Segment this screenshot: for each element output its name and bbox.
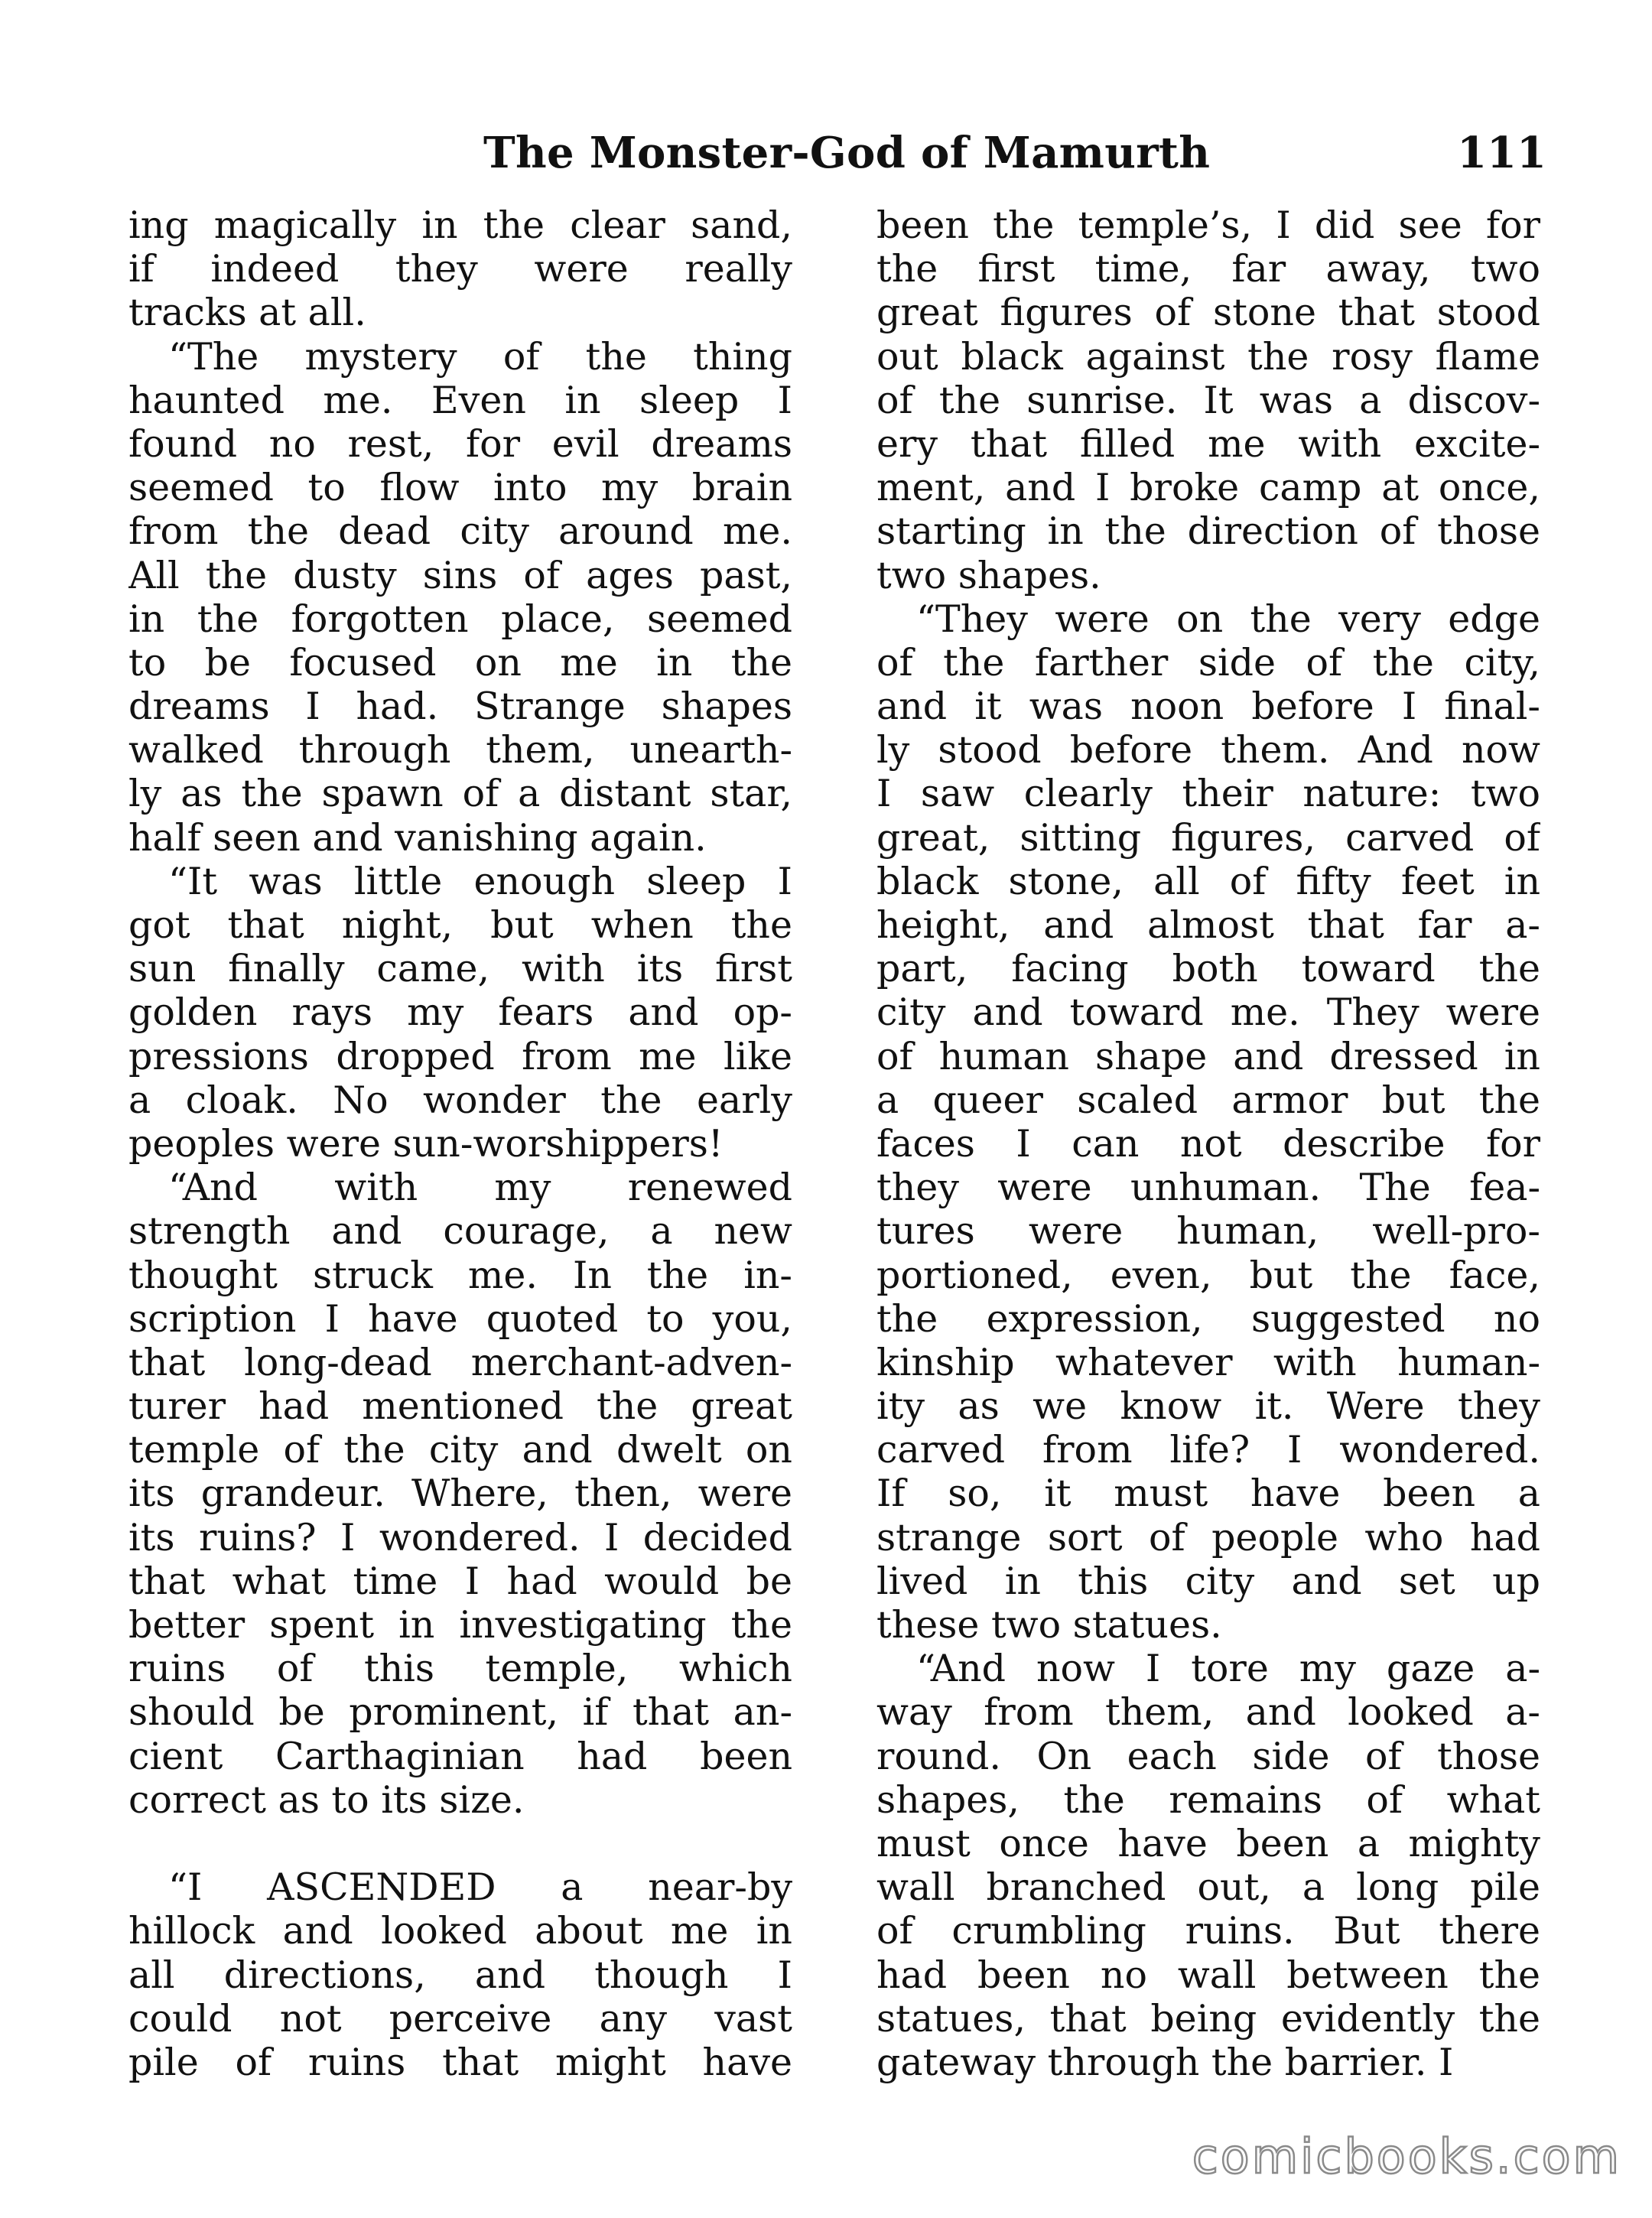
text-line: ery that filled me with excite-: [876, 421, 1540, 466]
text-line: city and toward me. They were: [876, 990, 1540, 1035]
text-line: got that night, but when the: [128, 903, 792, 947]
text-line: that long-dead merchant-adven-: [128, 1340, 792, 1384]
text-line: ing magically in the clear sand,: [128, 203, 792, 247]
text-line: correct as to its size.: [128, 1777, 525, 1822]
text-line: pile of ruins that might have: [128, 2040, 792, 2084]
text-line: a queer scaled armor but the: [876, 1078, 1540, 1122]
text-line: haunted me. Even in sleep I: [128, 378, 792, 422]
text-line: gateway through the barrier. I: [876, 2040, 1454, 2084]
text-line: carved from life? I wondered.: [876, 1428, 1540, 1472]
text-line: had been no wall between the: [876, 1953, 1540, 1997]
text-line: wall branched out, a long pile: [876, 1865, 1540, 1910]
text-line: lived in this city and set up: [876, 1559, 1540, 1603]
text-line: kinship whatever with human-: [876, 1340, 1540, 1384]
text-line: the first time, far away, two: [876, 247, 1540, 291]
text-line: If so, it must have been a: [876, 1472, 1540, 1516]
text-line: round. On each side of those: [876, 1734, 1540, 1778]
text-line: All the dusty sins of ages past,: [128, 553, 792, 597]
text-line: “It was little enough sleep I: [168, 859, 792, 903]
text-line: two shapes.: [876, 553, 1101, 597]
text-line: from the dead city around me.: [128, 509, 792, 554]
text-line: “The mystery of the thing: [168, 334, 792, 379]
watermark-logo: comicbooks.com: [1192, 2129, 1621, 2184]
text-line: sun finally came, with its first: [128, 947, 792, 991]
text-line: great figures of stone that stood: [876, 291, 1540, 335]
text-line: all directions, and though I: [128, 1953, 792, 1997]
running-title: The Monster-God of Mamurth: [483, 128, 1211, 178]
text-line: the expression, suggested no: [876, 1296, 1540, 1341]
text-line: of the farther side of the city,: [876, 640, 1540, 685]
text-line: portioned, even, but the face,: [876, 1253, 1540, 1297]
text-line: black stone, all of fifty feet in: [876, 859, 1540, 903]
text-line: of human shape and dressed in: [876, 1034, 1540, 1078]
page-header: [124, 122, 1546, 184]
text-line: I saw clearly their nature: two: [876, 772, 1540, 816]
text-line: shapes, the remains of what: [876, 1777, 1540, 1822]
text-line: and it was noon before I final-: [876, 685, 1540, 729]
text-line: could not perceive any vast: [128, 1996, 792, 2041]
text-line: “They were on the very edge: [916, 597, 1540, 641]
text-line: should be prominent, if that an-: [128, 1690, 792, 1735]
text-line: thought struck me. In the in-: [128, 1253, 792, 1297]
text-line: half seen and vanishing again.: [128, 815, 707, 860]
text-line: pressions dropped from me like: [128, 1034, 792, 1078]
text-line: starting in the direction of those: [876, 509, 1540, 554]
text-line: golden rays my fears and op-: [128, 990, 792, 1035]
text-line: to be focused on me in the: [128, 640, 792, 685]
text-line: its ruins? I wondered. I decided: [128, 1515, 792, 1559]
text-line: in the forgotten place, seemed: [128, 597, 792, 641]
text-line: hillock and looked about me in: [128, 1909, 792, 1953]
text-line: “I ASCENDED a near-by: [168, 1865, 792, 1910]
text-line: “And with my renewed: [168, 1166, 792, 1210]
text-line: a cloak. No wonder the early: [128, 1078, 792, 1122]
text-line: scription I have quoted to you,: [128, 1296, 792, 1341]
text-line: peoples were sun-worshippers!: [128, 1121, 724, 1166]
text-line: ly stood before them. And now: [876, 728, 1540, 772]
text-line: “And now I tore my gaze a-: [916, 1647, 1540, 1691]
text-line: faces I can not describe for: [876, 1121, 1540, 1166]
text-line: turer had mentioned the great: [128, 1384, 792, 1429]
text-line: temple of the city and dwelt on: [128, 1428, 792, 1472]
text-line: ruins of this temple, which: [128, 1647, 792, 1691]
text-line: height, and almost that far a-: [876, 903, 1540, 947]
text-line: part, facing both toward the: [876, 947, 1540, 991]
text-line: ly as the spawn of a distant star,: [128, 772, 792, 816]
text-line: must once have been a mighty: [876, 1821, 1540, 1865]
text-line: seemed to flow into my brain: [128, 466, 792, 510]
text-line: found no rest, for evil dreams: [128, 421, 792, 466]
text-line: they were unhuman. The fea-: [876, 1166, 1540, 1210]
text-line: great, sitting figures, carved of: [876, 815, 1540, 860]
text-line: tures were human, well-pro-: [876, 1209, 1540, 1254]
text-line: been the temple’s, I did see for: [876, 203, 1540, 247]
text-line: way from them, and looked a-: [876, 1690, 1540, 1735]
text-line: statues, that being evidently the: [876, 1996, 1540, 2041]
text-line: cient Carthaginian had been: [128, 1734, 792, 1778]
text-line: strange sort of people who had: [876, 1515, 1540, 1559]
text-line: ment, and I broke camp at once,: [876, 466, 1540, 510]
page-number: 111: [1457, 128, 1546, 178]
text-line: these two statues.: [876, 1603, 1222, 1647]
text-line: strength and courage, a new: [128, 1209, 792, 1254]
section-break: [128, 1822, 792, 1865]
text-line: that what time I had would be: [128, 1559, 792, 1603]
right-text-column: [876, 203, 1540, 2084]
text-line: if indeed they were really: [128, 247, 792, 291]
text-line: of the sunrise. It was a discov-: [876, 378, 1540, 422]
text-line: out black against the rosy flame: [876, 334, 1540, 379]
text-line: ity as we know it. Were they: [876, 1384, 1540, 1429]
text-line: walked through them, unearth-: [128, 728, 792, 772]
text-line: its grandeur. Where, then, were: [128, 1472, 792, 1516]
text-line: dreams I had. Strange shapes: [128, 685, 792, 729]
text-line: of crumbling ruins. But there: [876, 1909, 1540, 1953]
text-line: better spent in investigating the: [128, 1603, 792, 1647]
text-line: tracks at all.: [128, 291, 366, 335]
left-text-column: [128, 203, 792, 2084]
